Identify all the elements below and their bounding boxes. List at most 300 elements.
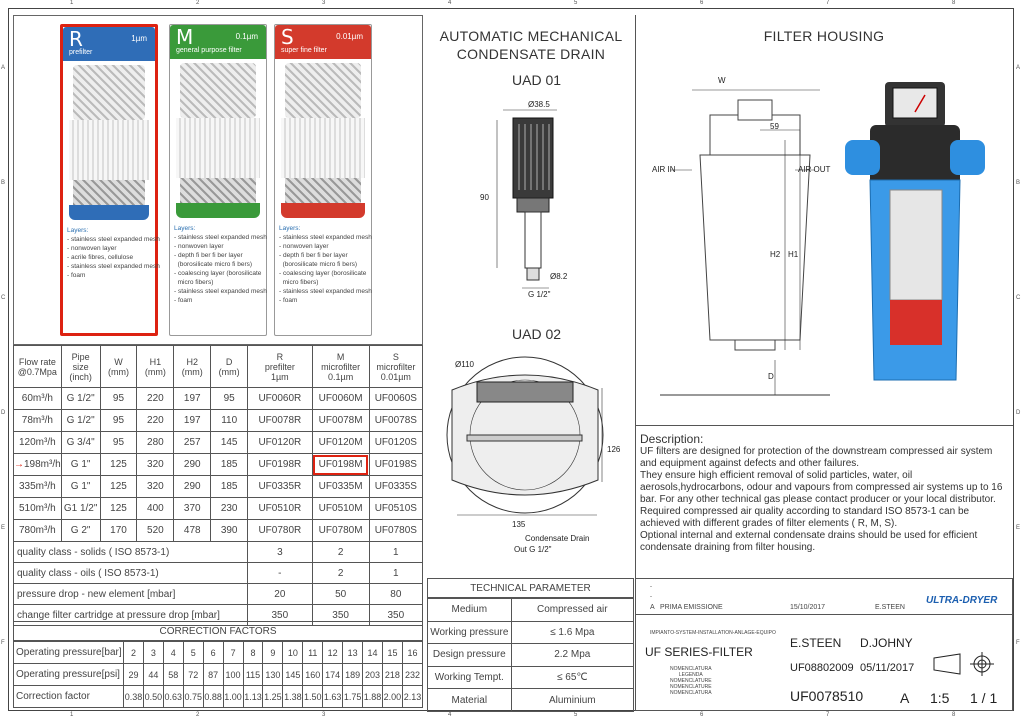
ruler-side-label: A <box>1 65 6 71</box>
spec-cell-text: 335m³/h <box>19 481 56 492</box>
technical-cell: Medium <box>428 599 512 622</box>
spec-cell-text: G1 1/2" <box>63 503 98 514</box>
spec-cell <box>14 476 62 498</box>
quality-cell: 3 <box>248 542 312 563</box>
quality-cell: 350 <box>312 605 369 626</box>
spec-cell <box>369 520 422 542</box>
spec-cell-text: 290 <box>183 459 201 470</box>
spec-cell-text: UF0780S <box>374 525 417 536</box>
spec-cell <box>369 454 422 476</box>
dim-w: W <box>718 76 726 85</box>
spec-cell <box>174 432 211 454</box>
spec-cell <box>100 410 137 432</box>
spec-cell <box>100 454 137 476</box>
correction-cell: 2.00 <box>382 686 402 708</box>
filter-name: prefilter <box>69 49 93 56</box>
correction-cell: 0.88 <box>203 686 223 708</box>
correction-cell: 160 <box>303 664 323 686</box>
spec-cell <box>14 388 62 410</box>
spec-header-cell: Flow rate @0.7Mpa <box>14 346 62 388</box>
spec-cell-text: G 1/2" <box>66 393 95 404</box>
spec-cell-text: 370 <box>183 503 201 514</box>
spec-header-cell: H2 (mm) <box>174 346 211 388</box>
spec-cell-text: 125 <box>110 459 127 470</box>
code-no: UF08802009 <box>790 662 854 674</box>
spec-cell-text: 170 <box>110 525 127 536</box>
spec-header-cell: S microfilter 0.01µm <box>369 346 422 388</box>
correction-cell: 0.63 <box>163 686 183 708</box>
correction-cell: 5 <box>183 642 203 664</box>
layer-item: - stainless steel expanded mesh <box>279 288 372 295</box>
filter-micron: 1µm <box>131 34 147 43</box>
spec-cell-text: UF0060M <box>318 393 363 404</box>
spec-cell <box>174 476 211 498</box>
spec-cell <box>100 520 137 542</box>
impianto: IMPIANTO-SYSTEM-INSTALLATION-ANLAGE-EQUIPO <box>650 630 776 636</box>
correction-cell: 4 <box>163 642 183 664</box>
ruler-side-label-right: D <box>1016 410 1021 416</box>
spec-cell <box>14 498 62 520</box>
technical-cell: Design pressure <box>428 644 512 667</box>
spec-cell <box>369 388 422 410</box>
correction-cell: 0.38 <box>124 686 144 708</box>
ruler-top-label: 6 <box>700 0 704 6</box>
quality-cell: 50 <box>312 584 369 605</box>
spec-header-row <box>14 346 423 388</box>
filter-micron: 0.01µm <box>336 32 363 41</box>
spec-cell-text: UF0335S <box>374 481 417 492</box>
spec-cell-text: 120m³/h <box>19 437 56 448</box>
spec-row <box>14 454 423 476</box>
technical-cell: Working Tempt. <box>428 666 512 689</box>
correction-row <box>14 642 423 664</box>
layer-item: (borosilicate micro fi bers) <box>174 261 253 268</box>
spec-cell-text: 197 <box>183 393 201 404</box>
correction-cell: 6 <box>203 642 223 664</box>
correction-cell: 72 <box>183 664 203 686</box>
correction-cell: 12 <box>323 642 343 664</box>
spec-cell <box>174 454 211 476</box>
spec-header-cell: R prefilter 1µm <box>248 346 312 388</box>
ruler-bottom-label: 4 <box>448 712 452 718</box>
spec-cell-text: UF0335R <box>258 481 302 492</box>
layer-item: - nonwoven layer <box>67 245 117 252</box>
correction-cell: 189 <box>343 664 363 686</box>
correction-cell: 1.88 <box>363 686 383 708</box>
correction-cell: 0.75 <box>183 686 203 708</box>
quality-cell: 80 <box>369 584 422 605</box>
filter-card-r <box>60 24 158 336</box>
layer-item: - nonwoven layer <box>279 243 329 250</box>
layer-item: - stainless steel expanded mesh <box>174 234 267 241</box>
spec-cell-text: 290 <box>183 481 201 492</box>
correction-cell: 1.13 <box>243 686 263 708</box>
spec-cell <box>312 432 369 454</box>
air-out-label: AIR OUT <box>798 165 831 174</box>
dim-h2: H2 <box>770 250 781 259</box>
correction-row <box>14 664 423 686</box>
ruler-bottom-label: 7 <box>826 712 830 718</box>
filter-element-image <box>176 63 260 218</box>
correction-cell: Operating pressure[bar] <box>14 642 124 664</box>
selected-arrow-icon: → <box>14 459 24 470</box>
housing-title: FILTER HOUSING <box>763 28 885 44</box>
quality-cell: quality class - solids ( ISO 8573-1) <box>14 542 248 563</box>
spec-cell-text: 125 <box>110 481 127 492</box>
layer-item: - foam <box>174 297 193 304</box>
correction-cell: 0.50 <box>143 686 163 708</box>
dim-d: D <box>768 372 774 381</box>
spec-cell-text: UF0120M <box>318 437 363 448</box>
correction-cell: 87 <box>203 664 223 686</box>
ruler-side-label-right: F <box>1016 640 1020 646</box>
spec-cell-text: UF0120S <box>374 437 417 448</box>
ruler-side-label-right: C <box>1016 295 1021 301</box>
spec-row <box>14 498 423 520</box>
layer-item: - stainless steel expanded mesh <box>67 263 160 270</box>
spec-cell <box>14 432 62 454</box>
ruler-side-label: C <box>1 295 6 301</box>
spec-cell-text: 145 <box>220 437 238 448</box>
layer-item: - acrile fibres, cellulose <box>67 254 134 261</box>
correction-cell: 16 <box>402 642 422 664</box>
quality-cell: pressure drop - new element [mbar] <box>14 584 248 605</box>
layer-item: - coalescing layer (borosilicate <box>174 270 262 277</box>
quality-cell: 350 <box>248 605 312 626</box>
spec-cell-text: UF0078S <box>374 415 417 426</box>
issue-date: 05/11/2017 <box>860 662 915 674</box>
spec-cell <box>174 410 211 432</box>
spec-cell <box>137 520 174 542</box>
spec-cell <box>61 476 100 498</box>
spec-cell-text: 197 <box>183 415 201 426</box>
drain-title: AUTOMATIC MECHANICAL CONDENSATE DRAIN <box>439 28 623 62</box>
designer: E.STEEN <box>790 636 842 650</box>
technical-cell: Material <box>428 689 512 712</box>
drain-drawing <box>427 90 635 570</box>
correction-cell: 3 <box>143 642 163 664</box>
spec-cell <box>174 388 211 410</box>
drawing-name: UF SERIES-FILTER <box>645 645 753 659</box>
dim-38: Ø38.5 <box>528 100 550 109</box>
spec-cell <box>369 410 422 432</box>
layer-item: - stainless steel expanded mesh <box>174 288 267 295</box>
spec-cell-text: 280 <box>147 437 164 448</box>
ruler-bottom-label: 1 <box>70 712 74 718</box>
spec-cell-text: UF0078R <box>258 415 302 426</box>
spec-cell-text: 125 <box>110 503 127 514</box>
quality-cell: 1 <box>369 563 422 584</box>
spec-cell <box>61 498 100 520</box>
spec-cell-text: 390 <box>220 525 238 536</box>
ruler-side-label-right: B <box>1016 180 1021 186</box>
quality-row <box>14 542 423 563</box>
correction-cell: 130 <box>263 664 283 686</box>
condensate-drain-label: Condensate Drain <box>525 534 590 543</box>
spec-cell-text: UF0198S <box>374 459 417 470</box>
correction-cell: 1.38 <box>283 686 303 708</box>
layer-item: - depth fi ber fi ber layer <box>279 252 348 259</box>
technical-cell: 2.2 Mpa <box>511 644 633 667</box>
spec-cell <box>100 498 137 520</box>
ruler-top-label: 3 <box>322 0 326 6</box>
rev-dash-2: - <box>650 594 652 600</box>
ruler-bottom-label: 6 <box>700 712 704 718</box>
correction-cell: 9 <box>263 642 283 664</box>
layers-title: Layers: <box>67 227 89 234</box>
spec-cell <box>312 410 369 432</box>
correction-cell: 115 <box>243 664 263 686</box>
quality-cell: 20 <box>248 584 312 605</box>
spec-cell <box>211 476 248 498</box>
correction-cell: 11 <box>303 642 323 664</box>
spec-cell-text: 220 <box>147 393 164 404</box>
ruler-side-label-right: A <box>1016 65 1021 71</box>
nomenclatura: NOMENCLATURA LEGENDA NOMENCLATURE NOMENCLATURE NOMENCLATURA <box>670 666 712 696</box>
quality-cell: 1 <box>369 542 422 563</box>
correction-cell: 145 <box>283 664 303 686</box>
spec-table <box>13 345 423 626</box>
ruler-top-label: 5 <box>574 0 578 6</box>
ruler-bottom-label: 5 <box>574 712 578 718</box>
spec-cell <box>248 476 312 498</box>
spec-cell <box>14 520 62 542</box>
technical-row <box>428 644 634 667</box>
description-box <box>635 425 1013 578</box>
spec-cell-text: 95 <box>223 393 235 404</box>
drawing-number: UF0078510 <box>790 688 864 704</box>
ruler-side-label-right: E <box>1016 525 1021 531</box>
spec-cell <box>137 410 174 432</box>
spec-cell <box>211 388 248 410</box>
spec-cell-text: 400 <box>147 503 164 514</box>
spec-cell <box>174 498 211 520</box>
spec-cell <box>137 388 174 410</box>
filter-layers <box>63 224 160 282</box>
quality-cell: 2 <box>312 542 369 563</box>
correction-cell: 7 <box>223 642 243 664</box>
quality-cell: 2 <box>312 563 369 584</box>
technical-cell: Aluminium <box>511 689 633 712</box>
spec-cell-text: 198m³/h <box>24 459 61 470</box>
ruler-bottom-label: 2 <box>196 712 200 718</box>
spec-header-cell: D (mm) <box>211 346 248 388</box>
correction-cell: 29 <box>124 664 144 686</box>
description-title: Description: <box>640 432 704 446</box>
correction-title: CORRECTION FACTORS <box>13 621 423 641</box>
correction-cell: 13 <box>343 642 363 664</box>
spec-cell-text: UF0060S <box>374 393 417 404</box>
quality-cell: - <box>248 563 312 584</box>
layer-item: micro fibers) <box>279 279 319 286</box>
filter-letter: R <box>69 27 83 51</box>
spec-cell-text: 478 <box>183 525 201 536</box>
spec-cell <box>369 476 422 498</box>
ruler-top-label: 4 <box>448 0 452 6</box>
air-in-label: AIR IN <box>652 165 676 174</box>
quality-row <box>14 584 423 605</box>
layer-item: - stainless steel expanded mesh <box>67 236 160 243</box>
condensate-out-label: Out G 1/2" <box>514 545 552 554</box>
layer-item: (borosilicate micro fi bers) <box>279 261 358 268</box>
spec-cell <box>137 498 174 520</box>
technical-title: TECHNICAL PARAMETER <box>427 578 634 598</box>
spec-cell-text: 60m³/h <box>21 393 53 404</box>
dim-110: Ø110 <box>455 360 474 369</box>
spec-cell-text: 780m³/h <box>19 525 56 536</box>
technical-cell: Working pressure <box>428 621 512 644</box>
layers-title: Layers: <box>279 225 301 232</box>
spec-cell-text: UF0335M <box>318 481 363 492</box>
spec-cell-text: UF0510M <box>318 503 363 514</box>
spec-cell <box>211 432 248 454</box>
spec-cell <box>248 432 312 454</box>
spec-cell <box>211 520 248 542</box>
spec-cell <box>211 498 248 520</box>
checker: D.JOHNY <box>860 636 913 650</box>
spec-cell <box>14 454 62 476</box>
correction-cell: 14 <box>363 642 383 664</box>
spec-cell <box>312 388 369 410</box>
correction-cell: Correction factor <box>14 686 124 708</box>
spec-cell-text: UF0780R <box>258 525 302 536</box>
spec-cell <box>137 432 174 454</box>
spec-cell <box>100 388 137 410</box>
ruler-bottom-label: 3 <box>322 712 326 718</box>
technical-row <box>428 689 634 712</box>
spec-cell-text: UF0078M <box>318 415 363 426</box>
spec-row <box>14 410 423 432</box>
technical-cell: Compressed air <box>511 599 633 622</box>
filter-letter: M <box>176 25 194 49</box>
spec-header-cell: W (mm) <box>100 346 137 388</box>
spec-row <box>14 520 423 542</box>
rev-drawn: E.STEEN <box>875 604 905 611</box>
spec-cell-text: UF0780M <box>318 525 363 536</box>
dim-90: 90 <box>480 193 489 202</box>
filter-micron: 0.1µm <box>235 32 258 41</box>
spec-cell-text: UF0198M <box>318 459 363 470</box>
correction-cell: Operating pressure[psi] <box>14 664 124 686</box>
spec-row <box>14 432 423 454</box>
dim-126: 126 <box>607 445 621 454</box>
spec-cell <box>312 454 369 476</box>
spec-cell-text: 110 <box>221 415 238 426</box>
correction-cell: 1.75 <box>343 686 363 708</box>
spec-cell <box>100 432 137 454</box>
spec-cell-text: 95 <box>112 437 125 448</box>
spec-cell <box>248 520 312 542</box>
spec-cell-text: 230 <box>220 503 238 514</box>
correction-cell: 218 <box>382 664 402 686</box>
spec-cell <box>248 454 312 476</box>
correction-cell: 15 <box>382 642 402 664</box>
technical-row <box>428 666 634 689</box>
spec-cell <box>211 454 248 476</box>
correction-cell: 203 <box>363 664 383 686</box>
layer-item: - foam <box>279 297 298 304</box>
spec-cell-text: UF0120R <box>258 437 302 448</box>
ruler-side-label: E <box>1 525 6 531</box>
spec-cell <box>248 498 312 520</box>
rev-date: 15/10/2017 <box>790 604 826 611</box>
ruler-side-label: D <box>1 410 6 416</box>
brand-logo: ULTRA-DRYER <box>926 595 998 606</box>
quality-cell: 350 <box>369 605 422 626</box>
spec-cell-text: 220 <box>147 415 164 426</box>
filter-layers <box>170 222 266 307</box>
spec-cell-text: 520 <box>147 525 164 536</box>
layer-item: - stainless steel expanded mesh <box>279 234 372 241</box>
spec-cell <box>137 454 174 476</box>
ruler-top-label: 8 <box>952 0 956 6</box>
filter-layers <box>275 222 371 307</box>
spec-row <box>14 476 423 498</box>
spec-cell-text: 320 <box>147 459 164 470</box>
layer-item: - coalescing layer (borosilicate <box>279 270 367 277</box>
correction-cell: 58 <box>163 664 183 686</box>
spec-cell-text: 95 <box>112 415 125 426</box>
spec-header-cell: M microfilter 0.1µm <box>312 346 369 388</box>
spec-cell-text: 320 <box>147 481 164 492</box>
technical-cell: ≤ 65℃ <box>511 666 633 689</box>
spec-cell-text: 78m³/h <box>21 415 53 426</box>
correction-cell: 44 <box>143 664 163 686</box>
filter-letter: S <box>281 25 294 49</box>
spec-cell <box>61 432 100 454</box>
correction-cell: 2 <box>124 642 144 664</box>
description-text: UF filters are designed for protection of the downstream compressed air system and equipment against defects and other failures. They ensure high efficient removal of solid particles, water, oil aerosols,hydrocarbons, odour and vapours from compressed air systems up to 16 bar. For any other technical gas please contact producer or your local distributor. Required compressed air quality according to standard ISO 8573-1 can be achieved with different grades of filter elements ( R, M, S). Optional internal and external condensate drains should be used for efficient condensate draining from filter housing. <box>640 446 1003 553</box>
spec-cell-text: UF0510S <box>374 503 417 514</box>
tb-divider <box>635 614 1013 615</box>
correction-table <box>13 641 423 708</box>
spec-cell <box>61 388 100 410</box>
layer-item: - depth fi ber fi ber layer <box>174 252 243 259</box>
spec-cell-text: G 2" <box>70 525 91 536</box>
filter-card-header <box>170 25 266 59</box>
quality-row <box>14 563 423 584</box>
filter-element-image <box>281 63 365 218</box>
layers-title: Layers: <box>174 225 196 232</box>
ruler-bottom-label: 8 <box>952 712 956 718</box>
correction-cell: 8 <box>243 642 263 664</box>
technical-cell: ≤ 1.6 Mpa <box>511 621 633 644</box>
spec-cell-text: 185 <box>220 481 238 492</box>
housing-drawing <box>640 70 1010 410</box>
spec-cell <box>137 476 174 498</box>
spec-cell <box>369 432 422 454</box>
correction-cell: 1.25 <box>263 686 283 708</box>
correction-cell: 1.63 <box>323 686 343 708</box>
spec-cell <box>248 410 312 432</box>
spec-cell-text: G 1/2" <box>66 415 95 426</box>
spec-cell-text: 510m³/h <box>19 503 56 514</box>
sheet: 1 / 1 <box>970 690 998 706</box>
spec-cell-text: 95 <box>112 393 125 404</box>
spec-header-cell: H1 (mm) <box>137 346 174 388</box>
filter-element-image <box>69 65 149 220</box>
ruler-side-label: B <box>1 180 6 186</box>
spec-cell-text: 257 <box>183 437 201 448</box>
filter-card-header <box>275 25 371 59</box>
spec-cell <box>369 498 422 520</box>
correction-cell: 100 <box>223 664 243 686</box>
spec-cell-text: G 3/4" <box>66 437 95 448</box>
dim-59: 59 <box>770 122 779 131</box>
spec-header-cell: Pipe size (inch) <box>61 346 100 388</box>
technical-row <box>428 599 634 622</box>
spec-row <box>14 388 423 410</box>
